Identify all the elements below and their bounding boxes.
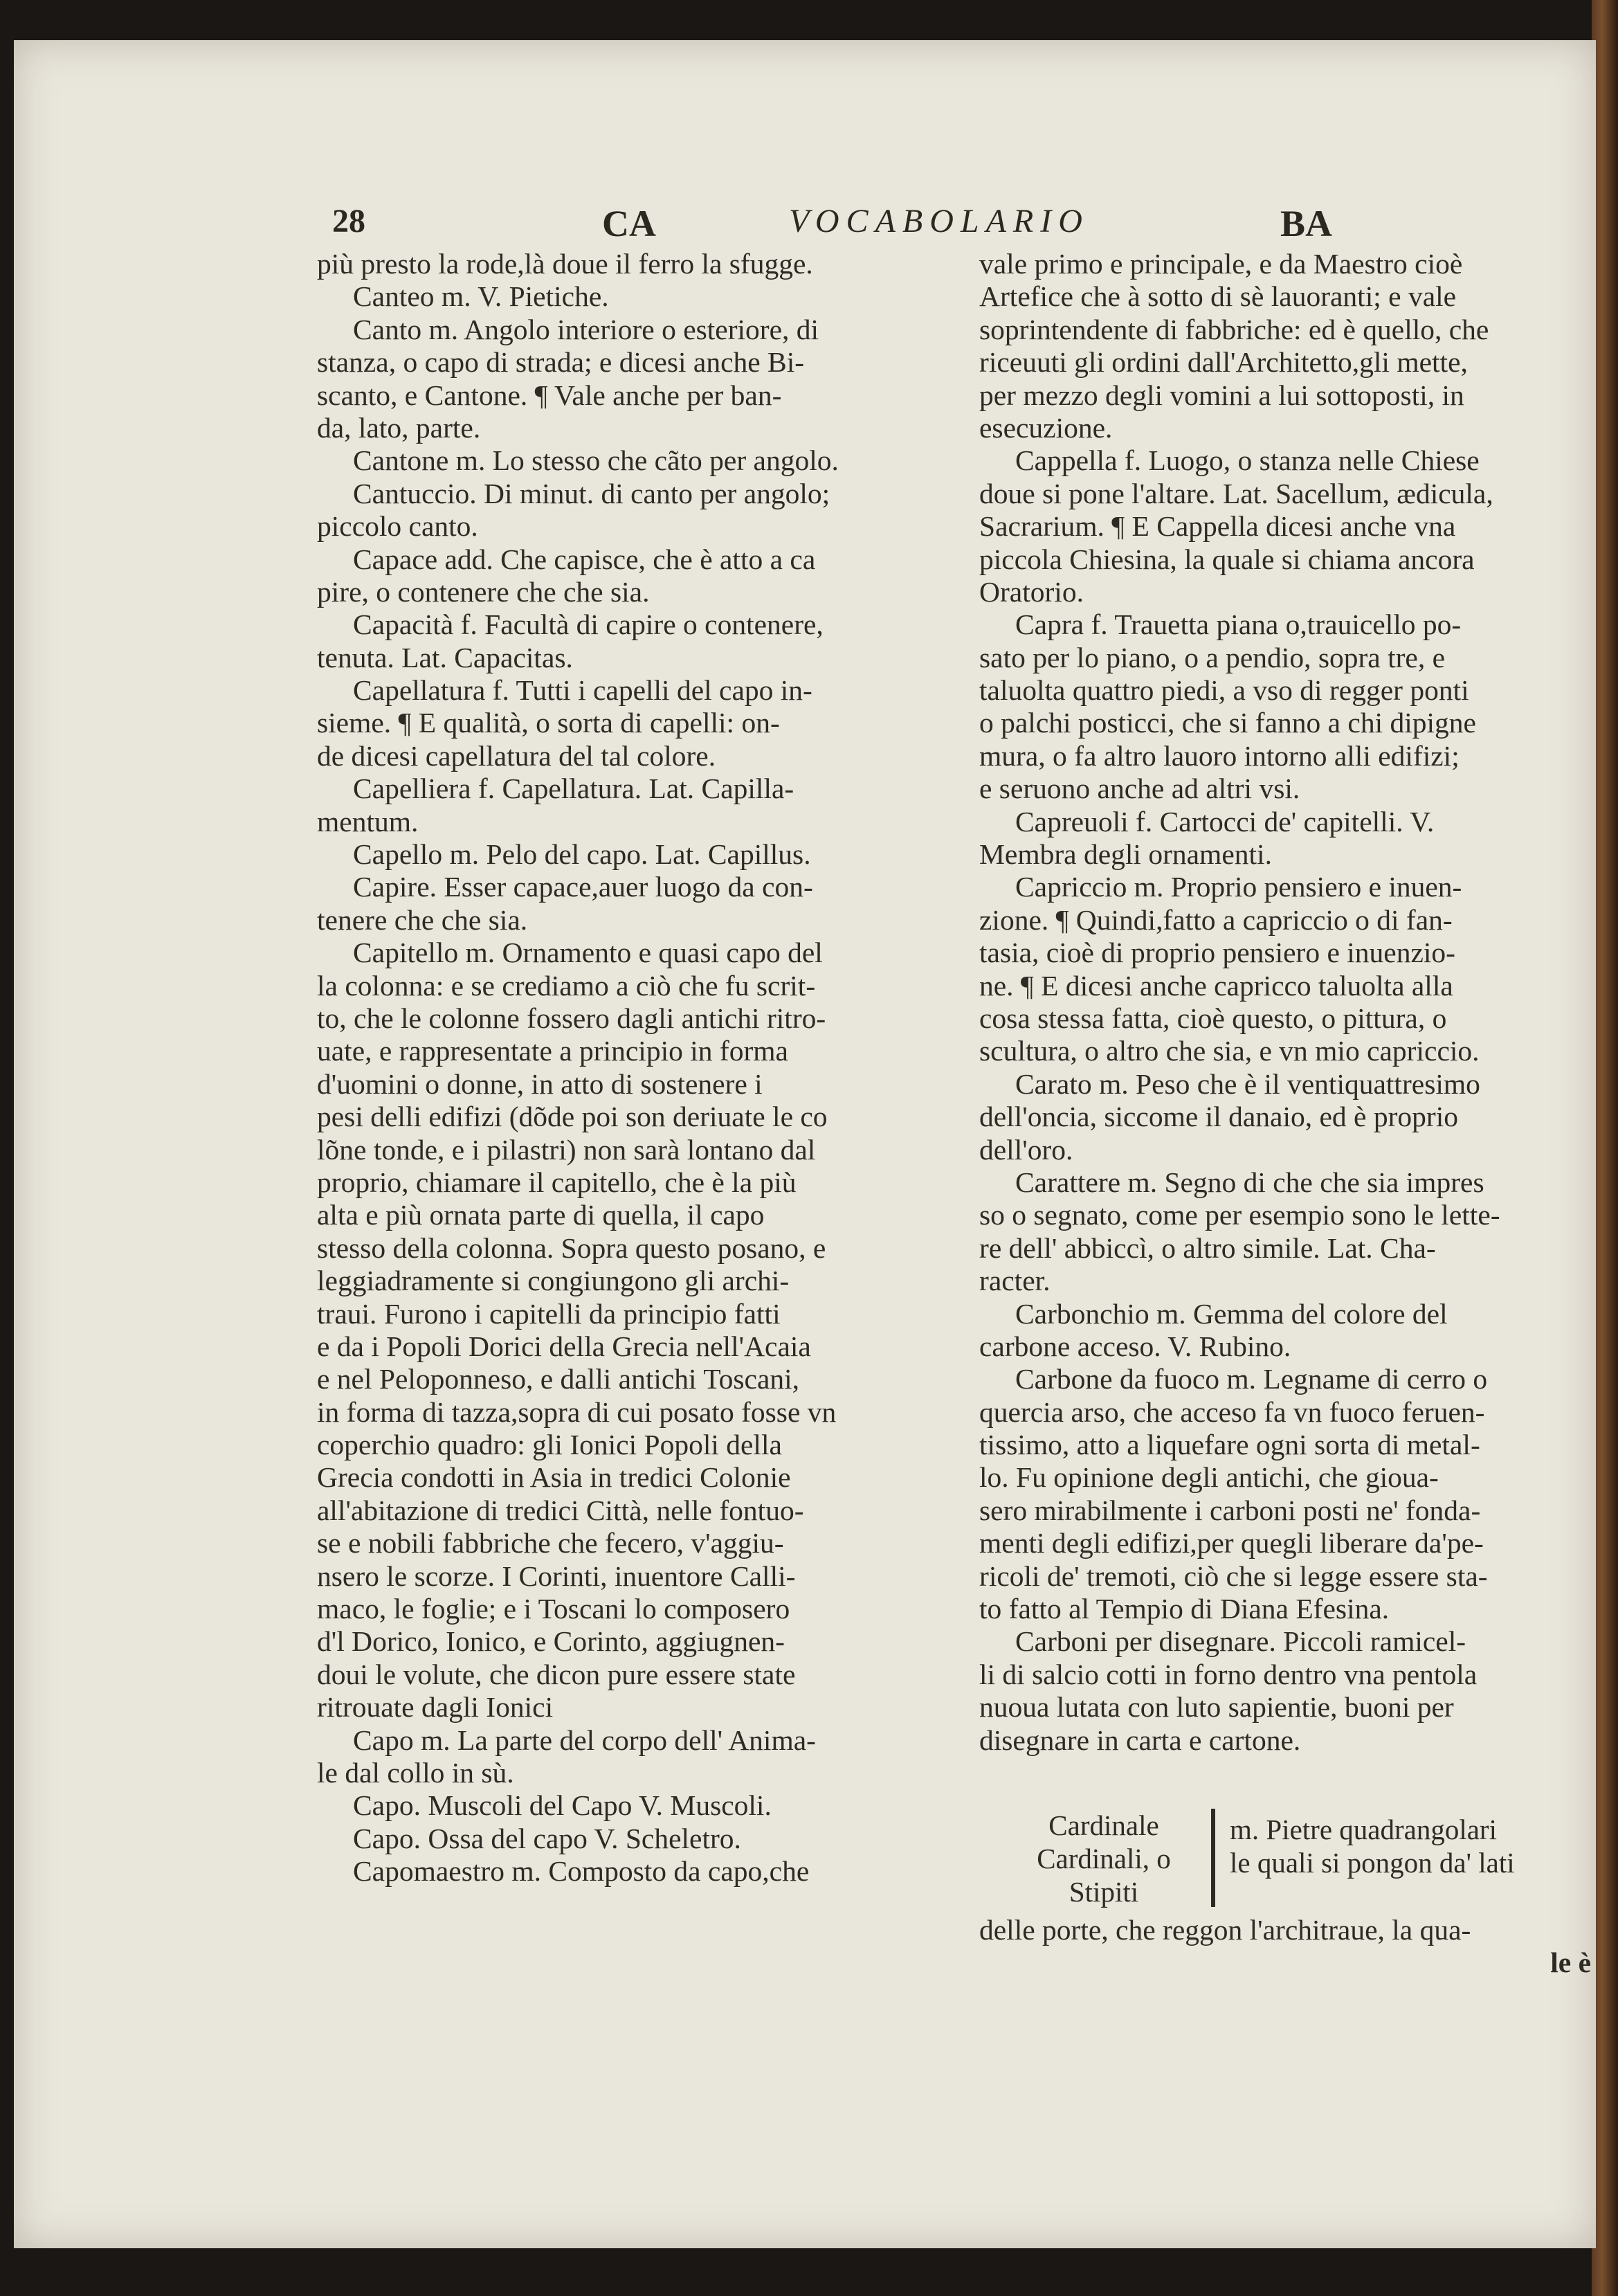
text-line: mura, o fa altro lauoro intorno alli edifizi;	[979, 739, 1460, 772]
text-line: vale primo e principale, e da Maestro cioè	[979, 248, 1463, 280]
text-line: so o segnato, come per esempio sono le lette-	[979, 1199, 1500, 1231]
text-line: stesso della colonna. Sopra questo posano, e	[317, 1231, 826, 1264]
text-line: menti degli edifizi,per quegli liberare da'pe-	[979, 1527, 1484, 1560]
right-text-column	[979, 248, 1606, 1757]
text-line: pesi delli edifizi (dõde poi son deriuate le co	[317, 1101, 828, 1133]
definition-line: le quali si pongon da' lati	[1230, 1847, 1515, 1879]
left-text-column	[317, 248, 926, 1888]
text-line: doue si pone l'altare. Lat. Sacellum, ædicula,	[979, 477, 1493, 509]
text-line: Capellatura f. Tutti i capelli del capo in-	[353, 674, 812, 707]
running-title: VOCABOLARIO	[789, 203, 1089, 239]
page-number: 28	[332, 203, 365, 239]
brace-rule	[1211, 1809, 1215, 1907]
text-line: piccola Chiesina, la quale si chiama ancora	[979, 543, 1475, 575]
bracket-term: Cardinali, o	[1037, 1843, 1171, 1874]
text-line: ritrouate dagli Ionici	[317, 1691, 554, 1724]
text-line: esecuzione.	[979, 411, 1113, 444]
text-line: Cappella f. Luogo, o stanza nelle Chiese	[1015, 444, 1480, 477]
definition-line: m. Pietre quadrangolari	[1230, 1814, 1497, 1845]
text-line: disegnare in carta e cartone.	[979, 1724, 1301, 1756]
text-line: più presto la rode,là doue il ferro la sfugge.	[317, 248, 813, 280]
text-line: alta e più ornata parte di quella, il capo	[317, 1199, 765, 1231]
text-line: to fatto al Tempio di Diana Efesina.	[979, 1593, 1390, 1625]
text-line: lo. Fu opinione degli antichi, che gioua-	[979, 1461, 1439, 1494]
text-line: zione. ¶ Quindi,fatto a capriccio o di fan-	[979, 903, 1453, 936]
text-line: li di salcio cotti in forno dentro vna pentola	[979, 1658, 1478, 1690]
text-line: Capomaestro m. Composto da capo,che	[353, 1855, 810, 1888]
text-line: mentum.	[317, 805, 419, 838]
text-line: delle porte, che reggon l'architraue, la qua-	[979, 1914, 1471, 1946]
text-line: leggiadramente si congiungono gli archi-	[317, 1265, 790, 1297]
text-line: traui. Furono i capitelli da principio fatti	[317, 1297, 781, 1330]
text-line: Capire. Esser capace,auer luogo da con-	[353, 871, 813, 903]
text-line: in forma di tazza,sopra di cui posato fosse vn	[317, 1395, 837, 1428]
text-line: Capreuoli f. Cartocci de' capitelli. V.	[1015, 805, 1435, 838]
text-line: Capo m. La parte del corpo dell' Anima-	[353, 1724, 816, 1756]
bracket-term: Cardinale	[1048, 1809, 1159, 1841]
right-column-tail	[979, 1914, 1602, 1980]
bracket-definition	[1230, 1813, 1515, 1879]
text-line: Carbone da fuoco m. Legname di cerro o	[1015, 1363, 1488, 1395]
catchword: le è	[1550, 1946, 1591, 1979]
text-line: carbone acceso. V. Rubino.	[979, 1330, 1291, 1362]
text-line: Capriccio m. Proprio pensiero e inuen-	[1015, 871, 1462, 903]
text-line: Membra degli ornamenti.	[979, 838, 1272, 871]
text-line: la colonna: e se crediamo a ciò che fu scrit-	[317, 969, 816, 1002]
text-line: tasia, cioè di proprio pensiero e inuenzio-	[979, 937, 1455, 969]
text-line: ricoli de' tremoti, ciò che si legge essere sta-	[979, 1560, 1488, 1592]
text-line: to, che le colonne fossero dagli antichi ritro-	[317, 1002, 826, 1034]
text-line: Carattere m. Segno di che che sia impres	[1015, 1166, 1484, 1198]
text-line: Canto m. Angolo interiore o esteriore, di	[353, 313, 819, 345]
text-line: proprio, chiamare il capitello, che è la più	[317, 1166, 797, 1198]
text-line: Cantuccio. Di minut. di canto per angolo;	[353, 477, 830, 509]
text-line: tenere che che sia.	[317, 903, 528, 936]
text-line: doui le volute, che dicon pure essere state	[317, 1658, 796, 1690]
text-line: lõne tonde, e i pilastri) non sarà lontano dal	[317, 1133, 816, 1166]
text-line: riceuuti gli ordini dall'Architetto,gli mette,	[979, 346, 1468, 379]
text-line: Artefice che à sotto di sè lauoranti; e vale	[979, 280, 1457, 313]
text-line: stanza, o capo di strada; e dicesi anche Bi-	[317, 346, 805, 379]
text-line: sieme. ¶ E qualità, o sorta di capelli: on-	[317, 707, 780, 739]
bracket-terms	[1035, 1809, 1173, 1908]
text-line: Carbonchio m. Gemma del colore del	[1015, 1297, 1448, 1330]
text-line: sato per lo piano, o a pendio, sopra tre, e	[979, 641, 1446, 674]
text-line: e da i Popoli Dorici della Grecia nell'Acaia	[317, 1330, 811, 1362]
text-line: quercia arso, che acceso fa vn fuoco feruen-	[979, 1395, 1485, 1428]
text-line: Capra f. Trauetta piana o,trauicello po-	[1015, 608, 1462, 641]
text-line: Carato m. Peso che è il ventiquattresimo	[1015, 1067, 1480, 1100]
text-line: coperchio quadro: gli Ionici Popoli della	[317, 1429, 782, 1461]
bracket-term: Stipiti	[1069, 1876, 1139, 1908]
text-line: ne. ¶ E dicesi anche capricco taluolta alla	[979, 969, 1453, 1002]
text-line: uate, e rappresentate a principio in forma	[317, 1035, 788, 1067]
text-line: Capelliera f. Capellatura. Lat. Capilla-	[353, 772, 794, 805]
right-guide-word: BA	[1280, 203, 1333, 244]
text-line: sero mirabilmente i carboni posti ne' fonda-	[979, 1494, 1481, 1526]
text-line: Cantone m. Lo stesso che cãto per angolo.	[353, 444, 839, 477]
text-line: d'uomini o donne, in atto di sostenere i	[317, 1067, 763, 1100]
text-line: d'l Dorico, Ionico, e Corinto, aggiugnen-	[317, 1625, 785, 1658]
text-line: de dicesi capellatura del tal colore.	[317, 739, 716, 772]
text-line: scultura, o altro che sia, e vn mio capriccio.	[979, 1035, 1480, 1067]
text-line: racter.	[979, 1265, 1051, 1297]
text-line: Canteo m. V. Pietiche.	[353, 280, 609, 313]
text-line: Capace add. Che capisce, che è atto a ca	[353, 543, 816, 575]
text-line: Carboni per disegnare. Piccoli ramicel-	[1015, 1625, 1466, 1658]
text-line: re dell' abbiccì, o altro simile. Lat. Cha-	[979, 1231, 1436, 1264]
text-line: Capacità f. Facultà di capire o contenere,	[353, 608, 824, 641]
text-line: soprintendente di fabbriche: ed è quello, che	[979, 313, 1489, 345]
text-line: se e nobili fabbriche che fecero, v'aggiu-	[317, 1527, 784, 1560]
left-guide-word: CA	[602, 203, 656, 244]
text-line: Capitello m. Ornamento e quasi capo del	[353, 937, 823, 969]
text-line: pire, o contenere che che sia.	[317, 575, 650, 608]
text-line: all'abitazione di tredici Città, nelle fontuo-	[317, 1494, 804, 1526]
text-line: e seruono anche ad altri vsi.	[979, 772, 1300, 805]
text-line: da, lato, parte.	[317, 411, 481, 444]
text-line: dell'oncia, siccome il danaio, ed è proprio	[979, 1101, 1458, 1133]
text-line: Oratorio.	[979, 575, 1084, 608]
text-line: cosa stessa fatta, cioè questo, o pittura, o	[979, 1002, 1447, 1034]
text-line: le dal collo in sù.	[317, 1756, 514, 1789]
text-line: per mezzo degli vomini a lui sottoposti, in	[979, 379, 1464, 411]
text-line: dell'oro.	[979, 1133, 1073, 1166]
text-line: Capello m. Pelo del capo. Lat. Capillus.	[353, 838, 811, 871]
text-line: taluolta quattro piedi, a vso di regger ponti	[979, 674, 1469, 707]
text-line: maco, le foglie; e i Toscani lo composero	[317, 1593, 790, 1625]
text-line: nsero le scorze. I Corinti, inuentore Calli-	[317, 1560, 796, 1592]
text-line: Capo. Muscoli del Capo V. Muscoli.	[353, 1789, 772, 1822]
text-line: Capo. Ossa del capo V. Scheletro.	[353, 1822, 741, 1854]
text-line: piccolo canto.	[317, 510, 478, 543]
text-line: Grecia condotti in Asia in tredici Colonie	[317, 1461, 791, 1494]
text-line: e nel Peloponneso, e dalli antichi Toscani,	[317, 1363, 800, 1395]
bracket-entry	[979, 1809, 1602, 1913]
text-line: tissimo, atto a liquefare ogni sorta di metal-	[979, 1429, 1480, 1461]
text-line: o palchi posticci, che si fanno a chi dipigne	[979, 707, 1476, 739]
text-line: nuoua lutata con luto sapientie, buoni per	[979, 1691, 1454, 1724]
text-line: scanto, e Cantone. ¶ Vale anche per ban-	[317, 379, 782, 411]
text-line: Sacrarium. ¶ E Cappella dicesi anche vna	[979, 510, 1456, 543]
text-line: tenuta. Lat. Capacitas.	[317, 641, 573, 674]
